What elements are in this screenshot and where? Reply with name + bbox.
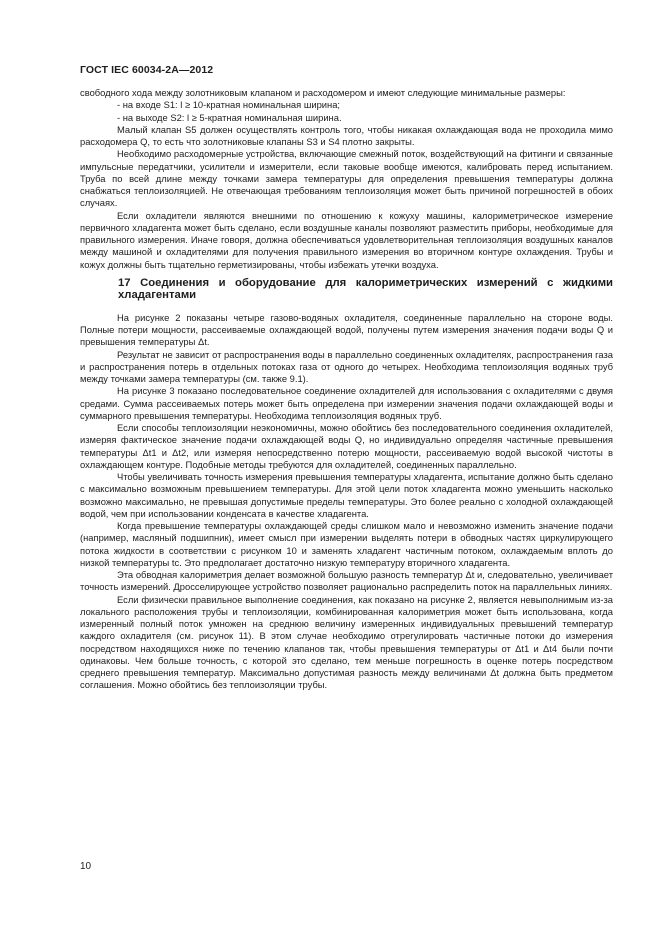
paragraph: Когда превышение температуры охлаждающей среды слишком мало и невозможно изменить значение подачи (например, масляный подшипник), имеет смысл при измерении выделять потери в обводных частях циркулирующего потока жидкости в соответствии с рисунком 10 и заменять хладагент частичным потоком, охлаждаемым вплоть до низкой температуры tc. Это предполагает достаточно низкую температуру вторичного хладагента. (80, 520, 613, 568)
paragraphs-before-section (80, 87, 613, 271)
paragraph: На рисунке 3 показано последовательное соединение охладителей для использования с охладителями с двумя средами. Сумма рассеиваемых потерь может быть определена при измерении значения подачи охлаждающей воды и суммарного превышения температуры. Необходима теплоизоляция водяных труб. (80, 385, 613, 421)
paragraph: Если способы теплоизоляции неэкономичны, можно обойтись без последовательного соединения охладителей, измеряя фактическое значение подачи охлаждающей воды Q, но индивидуально определяя частичные превышения температуры Δt1 и Δt2, или измеряя непосредственно потерю мощности, рассеиваемую водой высокой чистоты в охлаждающем контуре. Подобные методы требуются для охладителей, соединенных параллельно. (80, 422, 613, 470)
list-item: - на выходе S2: l ≥ 5-кратная номинальная ширина. (117, 111, 342, 123)
paragraphs-after-section (80, 312, 613, 692)
list-item: - на входе S1: l ≥ 10-кратная номинальная ширина; (117, 99, 341, 111)
document-header-title: ГОСТ IEC 60034-2A—2012 (80, 64, 214, 76)
paragraph: Результат не зависит от распространения воды в параллельно соединенных охладителях, распространения газа и распространения потерь в отдельных потоках газа от одного до четырех. Необходима теплоизоляция водяных труб между точками замера температуры (см. также 9.1). (80, 348, 613, 384)
paragraph: Если охладители являются внешними по отношению к кожуху машины, калориметрическое измерение первичного хладагента может быть сделано, если воздушные каналы позволяют разместить приборы, необходимые для правильного измерения. Иначе говоря, должна обеспечиваться удовлетворительная теплоизоляция воздушных каналов между машиной и охладителями для получения правильного измерения во вторичном контуре охлаждения. Трубы и кожух должны быть тщательно герметизированы, чтобы избежать утечки воздуха. (80, 209, 613, 270)
paragraph: Эта обводная калориметрия делает возможной большую разность температур Δt и, следовательно, увеличивает точность измерений. Дросселирующее устройство позволяет рационально распределить поток на параллельных линиях. (80, 569, 613, 593)
paragraph: свободного хода между золотниковым клапаном и расходомером и имеют следующие минимальные размеры: (80, 87, 566, 98)
page-number: 10 (80, 861, 92, 872)
document-body (80, 87, 613, 692)
paragraph: Чтобы увеличивать точность измерения превышения температуры хладагента, испытание должно быть сделано с максимально возможным превышением температуры. Для этой цели поток хладагента можно уменьшить насколько возможно максимально, не превышая допустимые пределы температуры. Это более реально с холодной охлаждающей водой, чем при использовании конденсата в качестве хладагента. (80, 471, 613, 519)
paragraph: Если физически правильное выполнение соединения, как показано на рисунке 2, является невыполнимым из-за локального расположения трубы и теплоизоляции, комбинированная калориметрия может быть использована, когда измеренный полный поток умножен на среднюю величину измеренных индивидуальных превышений температур каждого охладителя (см. рисунок 11). В этом случае необходимо отрегулировать частичные потоки до измерения посредством находящихся ниже по течению клапанов так, чтобы превышения температуры от Δt1 и Δt4 были почти одинаковы. Чем больше точность, с которой это сделано, тем меньше погрешность в оценке потерь посредством среднего превышения температур. Максимально допустимая разность между величинами Δt должна быть предметом соглашения. Можно обойтись без теплоизоляции трубы. (80, 593, 613, 691)
paragraph: На рисунке 2 показаны четыре газово-водяных охладителя, соединенные параллельно на стороне воды. Полные потери мощности, рассеиваемые охлаждающей водой, получены путем измерения значения подачи воды Q и превышения температуры Δt. (80, 311, 613, 348)
paragraph: Малый клапан S5 должен осуществлять контроль того, чтобы никакая охлаждающая вода не проходила мимо расходомера Q, то есть что золотниковые клапаны S3 и S4 плотно закрыты. (80, 123, 613, 147)
paragraph: Необходимо расходомерные устройства, включающие смежный поток, воздействующий на фитинги и связанные импульсные передатчики, усилители и измерители, если таковые вообще имеются, калибровать перед испытанием. Труба по всей длине между точками замера температуры для определения превышения температуры должна снабжаться теплоизоляцией. Не отвечающая требованиям теплоизоляция может быть причиной погрешностей в обоих случаях. (80, 148, 613, 209)
section-heading: 17 Соединения и оборудование для калориметрических измерений с жидкими хладагентами (118, 276, 613, 302)
